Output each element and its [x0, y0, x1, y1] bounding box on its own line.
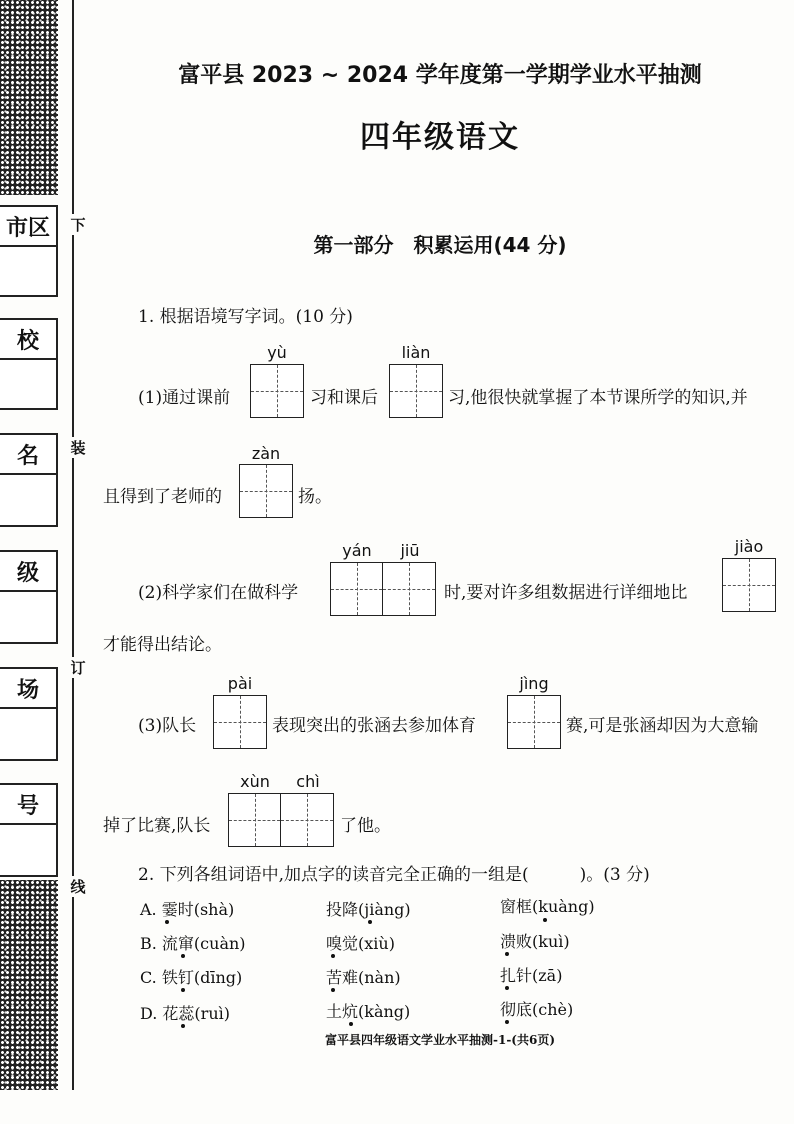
- emphasis-dot: [181, 1024, 185, 1028]
- sentence-text: 习和课后: [310, 388, 378, 408]
- info-box-class: [0, 550, 58, 644]
- sentence-text: (1)通过课前: [138, 388, 231, 408]
- emphasis-dot: [165, 920, 169, 924]
- pinyin: yán: [342, 541, 372, 560]
- seal-char: 下: [66, 214, 90, 235]
- sentence-text: (3)队长: [138, 716, 197, 736]
- sentence-text: 了他。: [340, 816, 391, 836]
- answer-grid-yu[interactable]: [250, 364, 304, 418]
- pinyin: pài: [227, 674, 253, 693]
- info-label-name: 名: [0, 435, 56, 475]
- emphasis-dot: [181, 954, 185, 958]
- sentence-text: 时,要对许多组数据进行详细地比: [444, 583, 688, 603]
- info-label-number: 号: [0, 785, 56, 825]
- seal-char: 线: [66, 876, 90, 897]
- answer-grid-lian[interactable]: [389, 364, 443, 418]
- pinyin: jiū: [400, 541, 420, 560]
- option-c[interactable]: C. 铁钉(dīng): [140, 968, 243, 987]
- info-box-name: [0, 433, 58, 527]
- answer-grid-jing[interactable]: [507, 695, 561, 749]
- part-title: 第一部分 积累运用(44 分): [313, 233, 567, 257]
- sentence-text: 且得到了老师的: [103, 487, 222, 507]
- seal-char: 装: [66, 437, 90, 458]
- answer-grid-xunchi[interactable]: [228, 793, 334, 847]
- sentence-text: (2)科学家们在做科学: [138, 583, 299, 603]
- info-label-class: 级: [0, 552, 56, 592]
- sentence-text: 扬。: [298, 487, 332, 507]
- info-box-venue: [0, 667, 58, 761]
- option-d-word-2: 土炕(kàng): [326, 1002, 411, 1021]
- answer-grid-zan[interactable]: [239, 464, 293, 518]
- pinyin: yù: [267, 343, 287, 362]
- emphasis-dot: [505, 986, 509, 990]
- question-2-stem-text: 2. 下列各组词语中,加点字的读音完全正确的一组是(: [138, 865, 529, 885]
- pinyin: jìng: [519, 674, 549, 693]
- option-b-word-3: 溃败(kuì): [500, 932, 570, 951]
- info-label-venue: 场: [0, 669, 56, 709]
- answer-grid-pai[interactable]: [213, 695, 267, 749]
- emphasis-dot: [505, 952, 509, 956]
- binding-line: [72, 0, 74, 1090]
- emphasis-dot: [349, 1022, 353, 1026]
- pinyin: jiào: [734, 537, 764, 556]
- sentence-text: 掉了比赛,队长: [103, 816, 211, 836]
- sentence-text: 才能得出结论。: [103, 635, 222, 655]
- info-box-district: [0, 205, 58, 297]
- page-footer: 富平县四年级语文学业水平抽测-1-(共6页): [324, 1033, 556, 1047]
- pinyin: chì: [296, 772, 320, 791]
- pinyin: liàn: [401, 343, 431, 362]
- binding-pattern: [0, 0, 58, 195]
- answer-grid-jiao[interactable]: [722, 558, 776, 612]
- question-2-score: )。(3 分): [562, 865, 650, 885]
- sentence-text: 赛,可是张涵却因为大意输: [566, 716, 759, 736]
- option-d-word-3: 彻底(chè): [500, 1000, 574, 1019]
- seal-char: 订: [66, 657, 90, 678]
- emphasis-dot: [505, 1020, 509, 1024]
- binding-pattern: [0, 880, 58, 1090]
- emphasis-dot: [368, 920, 372, 924]
- question-2-stem: [138, 860, 650, 885]
- info-box-number: [0, 783, 58, 877]
- exam-title: 富平县 2023 ~ 2024 学年度第一学期学业水平抽测: [178, 63, 702, 88]
- info-box-school: [0, 318, 58, 410]
- sentence-text: 习,他很快就掌握了本节课所学的知识,并: [448, 388, 748, 408]
- sentence-text: 表现突出的张涵去参加体育: [272, 716, 476, 736]
- option-b-word-2: 嗅觉(xiù): [326, 934, 395, 953]
- info-label-district: 市区: [0, 207, 56, 247]
- pinyin: zàn: [251, 444, 281, 463]
- answer-grid-yanjiu[interactable]: [330, 562, 436, 616]
- option-c-word-3: 扎针(zā): [500, 966, 563, 985]
- option-a[interactable]: A. 霎时(shà): [140, 900, 235, 919]
- emphasis-dot: [331, 954, 335, 958]
- option-d[interactable]: D. 花蕊(ruì): [140, 1004, 230, 1023]
- emphasis-dot: [181, 988, 185, 992]
- pinyin: xùn: [240, 772, 270, 791]
- info-label-school: 校: [0, 320, 56, 360]
- subject-title: 四年级语文: [360, 120, 520, 155]
- option-b[interactable]: B. 流窜(cuàn): [140, 934, 246, 953]
- emphasis-dot: [543, 918, 547, 922]
- emphasis-dot: [331, 988, 335, 992]
- option-a-word-3: 窗框(kuàng): [500, 897, 595, 916]
- option-c-word-2: 苦难(nàn): [326, 968, 401, 987]
- option-a-word-2: 投降(jiàng): [326, 900, 411, 919]
- question-1-stem: 1. 根据语境写字词。(10 分): [138, 307, 353, 327]
